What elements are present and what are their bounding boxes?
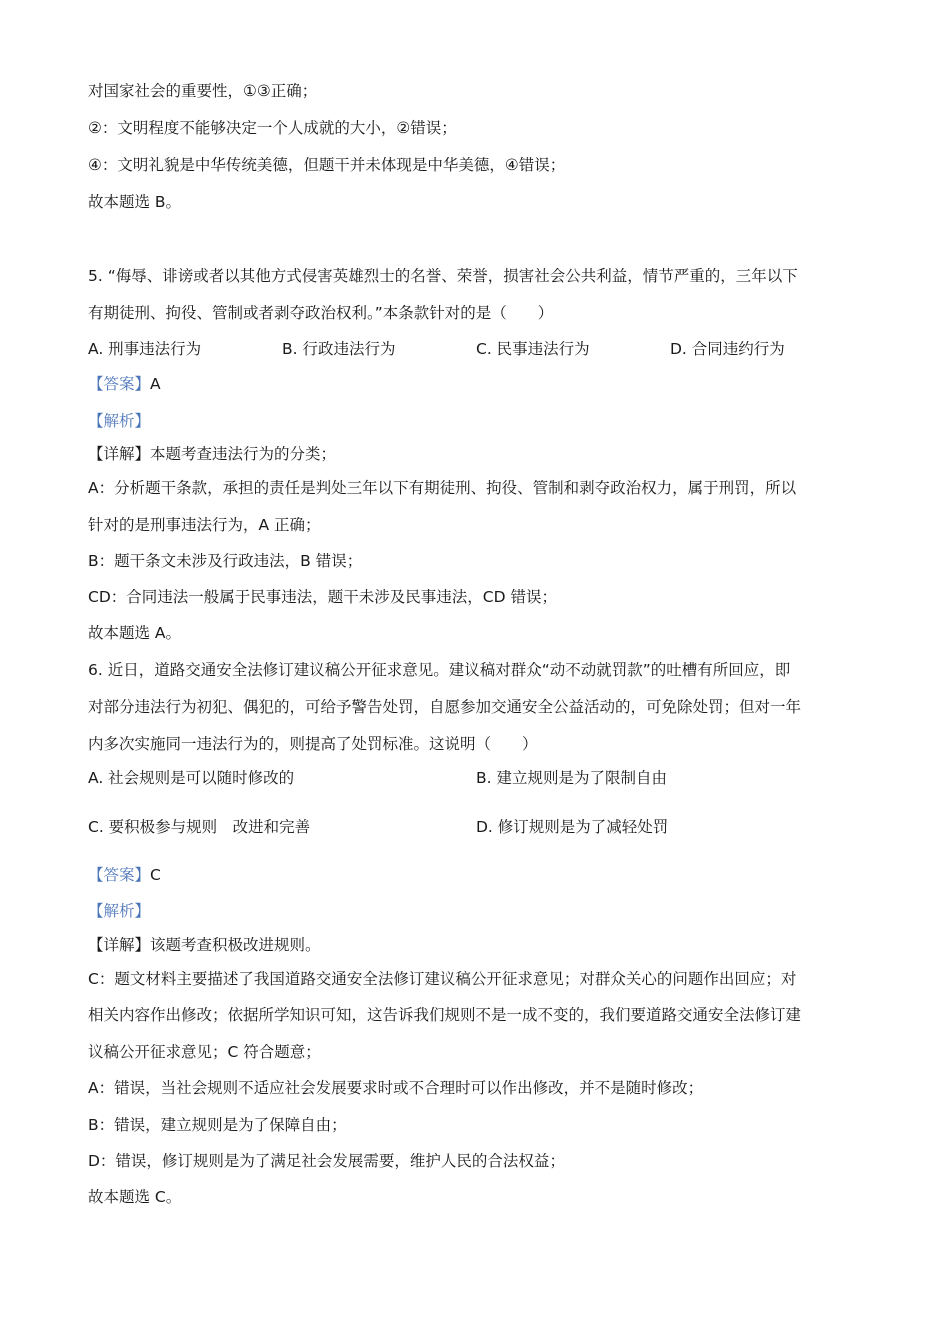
- q5-analysis-tag: 【解析】: [88, 412, 151, 430]
- q6-option-c: C. 要积极参与规则 改进和完善: [88, 818, 311, 836]
- text-line: ④：文明礼貌是中华传统美德，但题干并未体现是中华美德，④错误；: [88, 156, 566, 174]
- text-line: 故本题选 B。: [88, 193, 182, 211]
- q6-analysis-tag: 【解析】: [88, 902, 151, 920]
- q6-option-b: B. 建立规则是为了限制自由: [476, 769, 667, 787]
- q5-option-b: B. 行政违法行为: [282, 340, 396, 358]
- answer-tag: 【答案】: [88, 866, 151, 884]
- q6-detail: 【详解】该题考查积极改进规则。: [88, 936, 321, 954]
- q5-stem-line: 有期徒刑、拘役、管制或者剥夺政治权利。”本条款针对的是（ ）: [88, 304, 554, 322]
- q5-detail: 【详解】本题考查违法行为的分类；: [88, 445, 337, 463]
- q5-answer: [88, 373, 161, 395]
- q6-conclusion: 故本题选 C。: [88, 1188, 182, 1206]
- text-line: 对国家社会的重要性，①③正确；: [88, 82, 318, 100]
- answer-tag: 【答案】: [88, 375, 151, 393]
- q6-explain-line: C：题文材料主要描述了我国道路交通安全法修订建议稿公开征求意见；对群众关心的问题作出回应；对: [88, 970, 797, 988]
- q5-explain-line: CD：合同违法一般属于民事违法，题干未涉及民事违法，CD 错误；: [88, 588, 557, 606]
- q6-stem-line: 对部分违法行为初犯、偶犯的，可给予警告处罚，自愿参加交通安全公益活动的，可免除处罚；但对一年: [88, 698, 802, 716]
- q6-stem-line: 内多次实施同一违法行为的，则提高了处罚标准。这说明（ ）: [88, 735, 538, 753]
- q6-stem-line: 6. 近日，道路交通安全法修订建议稿公开征求意见。建议稿对群众“动不动就罚款”的吐槽有所回应，即: [88, 661, 791, 679]
- q6-explain-line: 议稿公开征求意见；C 符合题意；: [88, 1043, 321, 1061]
- q5-stem-line: 5. “侮辱、诽谤或者以其他方式侵害英雄烈士的名誉、荣誉，损害社会公共利益，情节严重的，三年以下: [88, 267, 798, 285]
- q6-explain-line: A：错误，当社会规则不适应社会发展要求时或不合理时可以作出修改，并不是随时修改；: [88, 1079, 704, 1097]
- q5-explain-line: A：分析题干条款，承担的责任是判处三年以下有期徒刑、拘役、管制和剥夺政治权力，属于刑罚，所以: [88, 479, 797, 497]
- answer-value: C: [150, 866, 161, 884]
- q5-option-d: D. 合同违约行为: [670, 340, 785, 358]
- q6-option-a: A. 社会规则是可以随时修改的: [88, 769, 295, 787]
- q5-conclusion: 故本题选 A。: [88, 624, 182, 642]
- q5-explain-line: 针对的是刑事违法行为，A 正确；: [88, 516, 321, 534]
- q6-explain-line: D：错误，修订规则是为了满足社会发展需要，维护人民的合法权益；: [88, 1152, 565, 1170]
- q6-option-d: D. 修订规则是为了减轻处罚: [476, 818, 669, 836]
- q6-answer: [88, 864, 161, 886]
- q5-explain-line: B：题干条文未涉及行政违法，B 错误；: [88, 552, 363, 570]
- q6-explain-line: B：错误，建立规则是为了保障自由；: [88, 1116, 347, 1134]
- answer-value: A: [150, 375, 161, 393]
- q6-explain-line: 相关内容作出修改；依据所学知识可知，这告诉我们规则不是一成不变的，我们要道路交通安全法修订建: [88, 1006, 802, 1024]
- text-line: ②：文明程度不能够决定一个人成就的大小，②错误；: [88, 119, 457, 137]
- q5-option-a: A. 刑事违法行为: [88, 340, 202, 358]
- q5-option-c: C. 民事违法行为: [476, 340, 590, 358]
